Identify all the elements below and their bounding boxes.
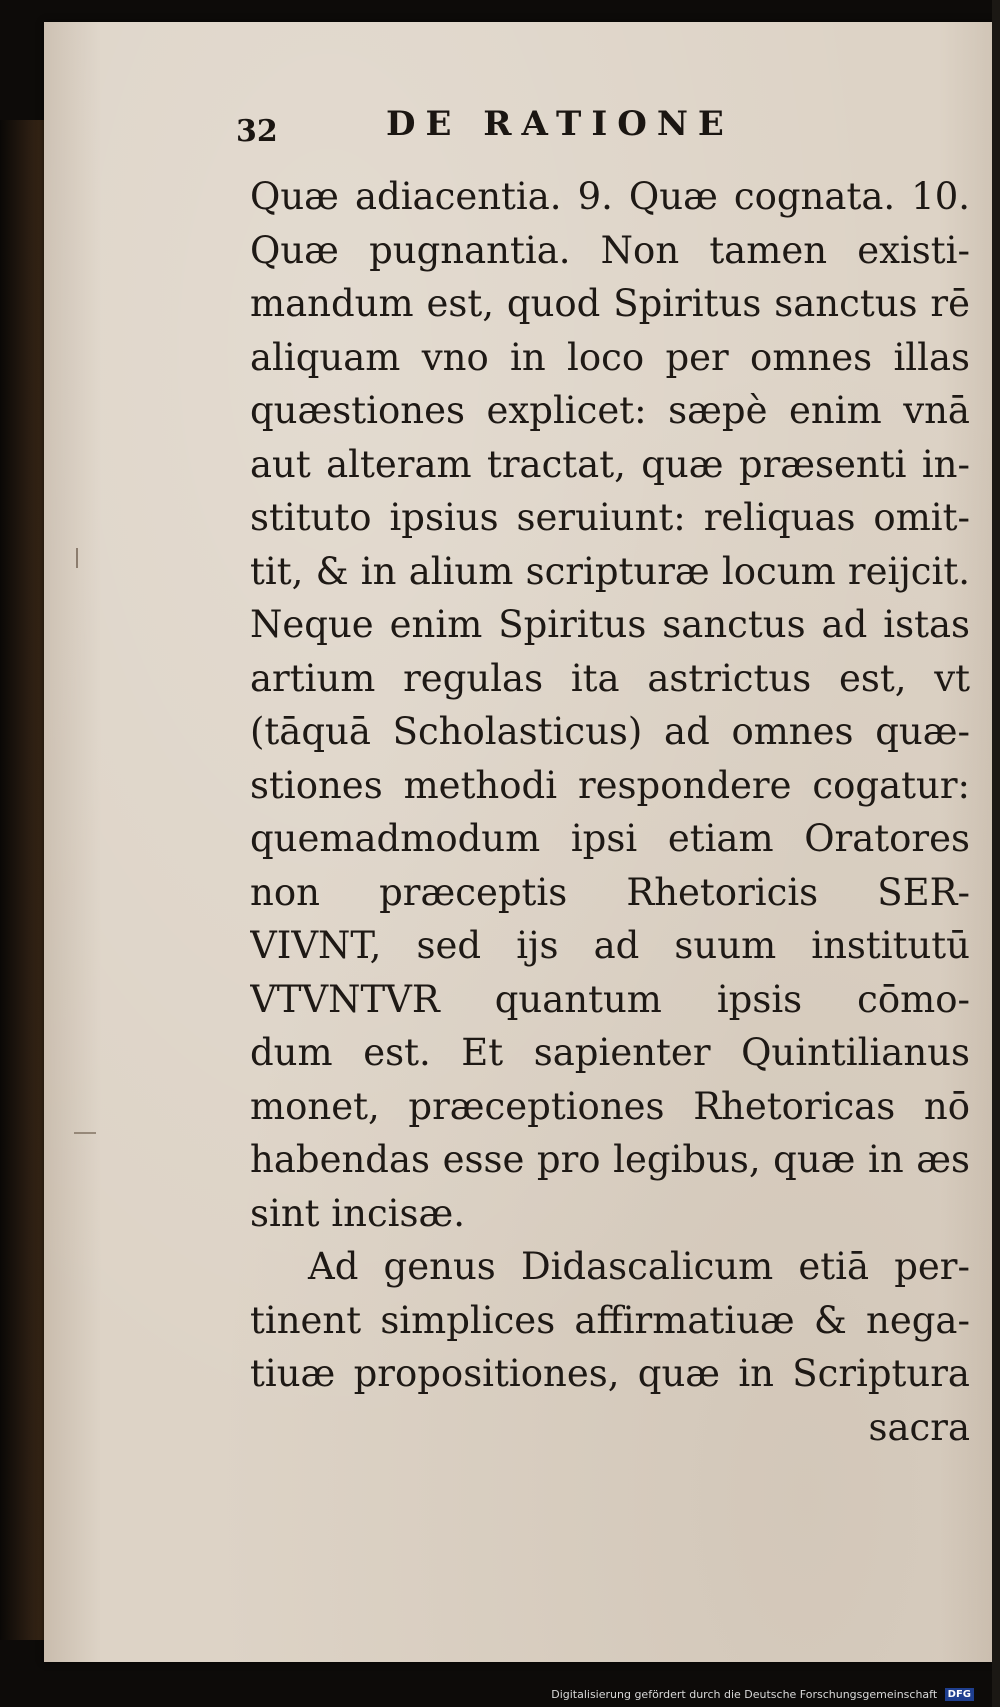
text-line: aut alteram tractat, quæ præsenti in- — [250, 442, 970, 486]
text-line: Quæ pugnantia. Non tamen existi- — [250, 228, 970, 272]
text-line: Ad genus Didascalicum etiā per- — [308, 1245, 970, 1288]
text-line: Neque enim Spiritus sanctus ad istas — [250, 603, 970, 646]
page-header — [236, 96, 964, 156]
text-line: quemadmodum ipsi etiam Oratores — [250, 817, 970, 860]
text-line: habendas esse pro legibus, quæ in æs — [250, 1138, 970, 1181]
page-number: 32 — [236, 114, 278, 149]
text-line: dum est. Et sapienter Quintilianus — [250, 1031, 970, 1074]
text-line: Quæ adiacentia. 9. Quæ cognata. 10. — [250, 175, 970, 218]
text-line: (tāquā Scholasticus) ad omnes quæ- — [250, 710, 970, 753]
text-line: artium regulas ita astrictus est, vt — [250, 656, 970, 700]
body-text — [250, 170, 970, 1454]
margin-mark — [74, 1132, 96, 1134]
text-line: quæstiones explicet: sæpè enim vnā — [250, 389, 970, 432]
running-head: DE RATIONE — [386, 104, 734, 144]
scan-edge — [992, 0, 1000, 1707]
text-line: sint incisæ. — [250, 1191, 466, 1235]
text-line: monet, præceptiones Rhetoricas nō — [250, 1084, 970, 1128]
text-line: aliquam vno in loco per omnes illas — [250, 335, 970, 379]
margin-mark — [76, 548, 78, 568]
text-line: tiuæ propositiones, quæ in Scriptura — [250, 1352, 970, 1395]
binding-shadow — [0, 120, 48, 1640]
text-line: stiones methodi respondere cogatur: — [250, 763, 970, 807]
dfg-logo: DFG — [945, 1688, 974, 1701]
digitization-credit — [551, 1688, 974, 1702]
credit-text: Digitalisierung gefördert durch die Deutsche Forschungsgemeinschaft — [551, 1687, 938, 1701]
text-line: tinent simplices affirmatiuæ & nega- — [250, 1298, 970, 1342]
catchword: sacra — [868, 1405, 970, 1449]
text-line: tit, & in alium scripturæ locum reijcit. — [250, 549, 970, 593]
text-line: non præceptis Rhetoricis SER- — [250, 870, 970, 914]
text-line: stituto ipsius seruiunt: reliquas omit- — [250, 496, 970, 539]
text-line: VTVNTVR quantum ipsis cōmo- — [250, 977, 970, 1021]
text-line: VIVNT, sed ijs ad suum institutū — [250, 924, 970, 967]
text-line: mandum est, quod Spiritus sanctus rē — [250, 282, 970, 325]
